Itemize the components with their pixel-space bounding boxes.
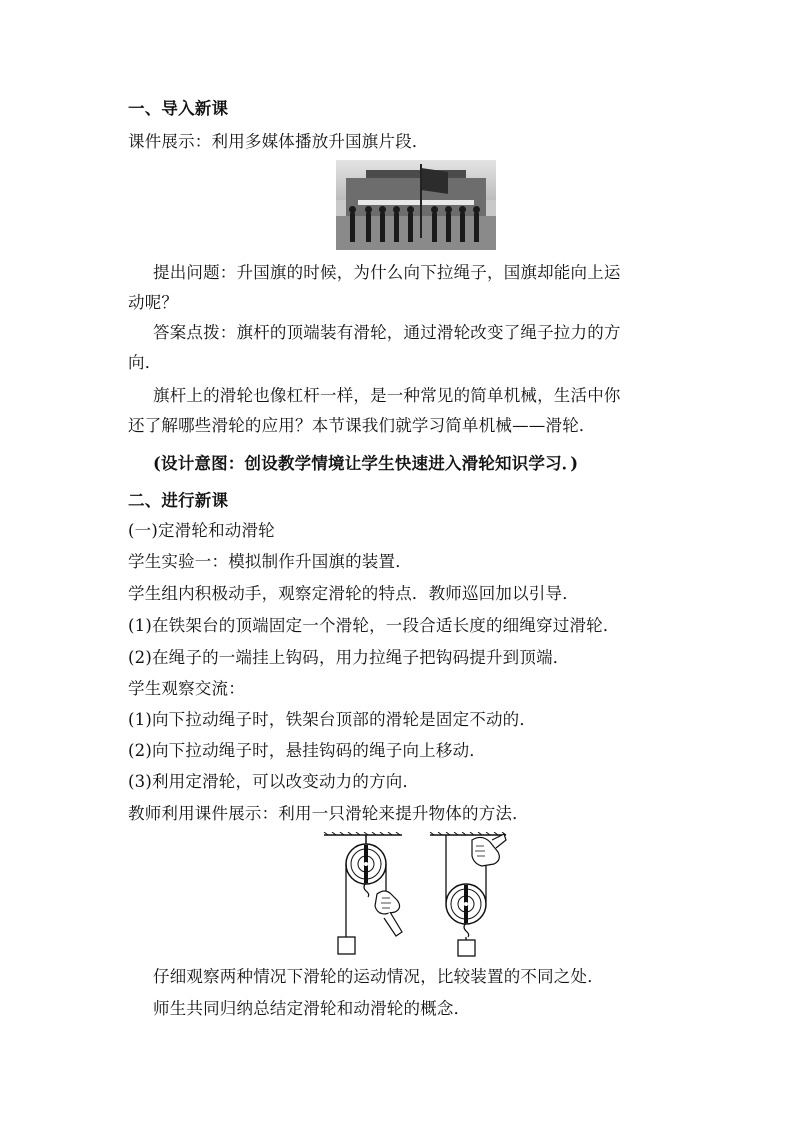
- compare-instruction: 仔细观察两种情况下滑轮的运动情况，比较装置的不同之处．: [153, 967, 604, 986]
- experiment-title: 学生实验一：模拟制作升国旗的装置．: [128, 552, 412, 571]
- experiment-step-1: (1)在铁架台的顶端固定一个滑轮，一段合适长度的细绳穿过滑轮．: [128, 616, 620, 635]
- movable-pulley-figure: [430, 832, 506, 956]
- paragraph-pulley-line-1: 旗杆上的滑轮也像杠杆一样，是一种常见的简单机械，生活中你: [153, 386, 621, 405]
- question-line-2: 动呢？: [128, 293, 179, 312]
- experiment-step-2: (2)在绳子的一端挂上钩码，用力拉绳子把钩码提升到顶端．: [128, 648, 570, 667]
- subsection-heading: (一)定滑轮和动滑轮: [128, 521, 275, 540]
- teacher-demo: 教师利用课件展示：利用一只滑轮来提升物体的方法．: [128, 804, 529, 823]
- design-intent: (设计意图：创设教学情境让学生快速进入滑轮知识学习．): [153, 454, 579, 473]
- observation-3: (3)利用定滑轮，可以改变动力的方向．: [128, 772, 420, 791]
- flag-raising-photo: [336, 160, 496, 250]
- summary-concept: 师生共同归纳总结定滑轮和动滑轮的概念．: [153, 999, 471, 1018]
- observation-heading: 学生观察交流：: [128, 679, 245, 698]
- question-line-1: 提出问题：升国旗的时候，为什么向下拉绳子，国旗却能向上运: [153, 263, 621, 282]
- group-activity: 学生组内积极动手，观察定滑轮的特点．教师巡回加以引导．: [128, 584, 579, 603]
- paragraph-courseware: 课件展示：利用多媒体播放升国旗片段．: [128, 132, 429, 151]
- section-heading-intro: 一、导入新课: [128, 99, 229, 118]
- answer-line-1: 答案点拨：旗杆的顶端装有滑轮，通过滑轮改变了绳子拉力的方: [153, 323, 621, 342]
- answer-line-2: 向．: [128, 353, 162, 372]
- pulley-diagram: [322, 832, 508, 960]
- paragraph-pulley-line-2: 还了解哪些滑轮的应用？本节课我们就学习简单机械——滑轮．: [128, 416, 596, 435]
- fixed-pulley-figure: [324, 832, 402, 954]
- observation-2: (2)向下拉动绳子时，悬挂钩码的绳子向上移动．: [128, 741, 486, 760]
- section-heading-new-lesson: 二、进行新课: [128, 491, 229, 510]
- observation-1: (1)向下拉动绳子时，铁架台顶部的滑轮是固定不动的．: [128, 710, 537, 729]
